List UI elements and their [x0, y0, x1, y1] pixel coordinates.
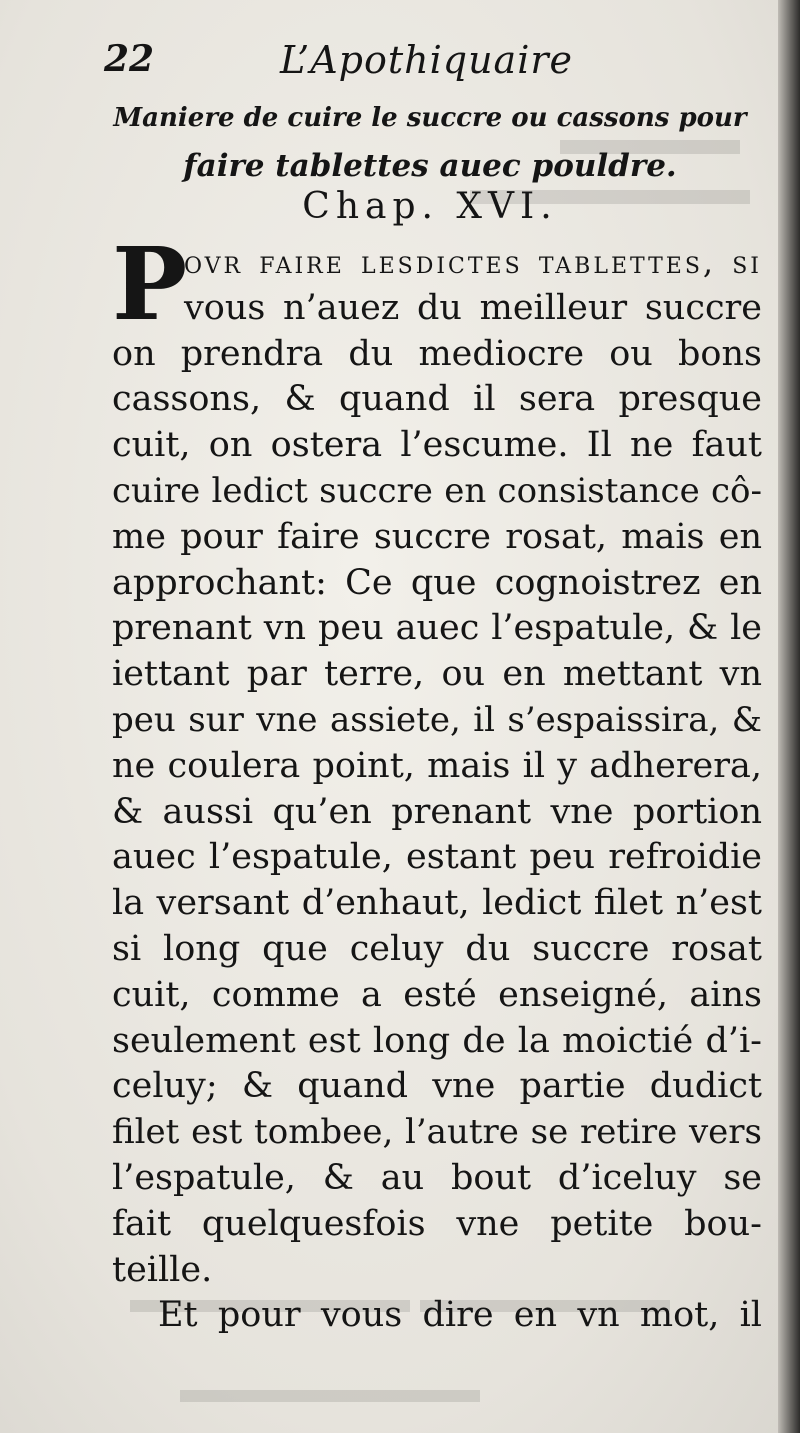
chapter-title-line: faire tablettes auec pouldre.	[183, 148, 677, 184]
text-line: Et pour vous dire en vn mot, il	[158, 1295, 762, 1336]
running-title: L’Apothiquaire	[280, 38, 574, 82]
text-line: cuit, comme a esté enseigné, ains	[112, 974, 762, 1015]
text-line: on prendra du mediocre ou bons	[112, 333, 762, 374]
body-text	[112, 225, 762, 1339]
text-line: teille.	[112, 1249, 213, 1290]
text-line: prenant vn peu auec l’espatule, & le	[112, 608, 762, 649]
text-line: fait quelquesfois vne petite bou-	[112, 1203, 762, 1244]
page-number: 22	[104, 38, 155, 80]
chapter-number: Chap. XVI.	[302, 186, 558, 227]
text-line: si long que celuy du succre rosat	[112, 928, 762, 969]
text-line: ne coulera point, mais il y adherera,	[112, 745, 762, 786]
chapter-title-line: Maniere de cuire le succre ou cassons pour	[113, 103, 747, 133]
text-line: cuit, on ostera l’escume. Il ne faut	[112, 425, 762, 466]
text-line: peu sur vne assiete, il s’espaissira, &	[112, 699, 762, 740]
page-edge-shadow	[778, 0, 800, 1433]
text-line: la versant d’enhaut, ledict filet n’est	[112, 883, 762, 924]
text-line: seulement est long de la moictié d’i-	[112, 1020, 762, 1061]
drop-cap: P	[112, 225, 188, 343]
chapter-title	[110, 94, 750, 190]
text-line: & aussi qu’en prenant vne portion	[112, 791, 762, 832]
text-line: ovr faire lesdictes tablettes, si	[184, 243, 762, 281]
text-line: cuire ledict succre en consistance cô-	[112, 470, 762, 511]
text-line: vous n’auez du meilleur succre	[184, 287, 762, 328]
text-line: l’espatule, & au bout d’iceluy se	[112, 1157, 762, 1198]
text-line: approchant: Ce que cognoistrez en	[112, 562, 762, 603]
running-head	[104, 38, 744, 88]
text-line: celuy; & quand vne partie dudict	[112, 1066, 762, 1107]
text-line: iettant par terre, ou en mettant vn	[112, 654, 762, 695]
text-line: me pour faire succre rosat, mais en	[112, 516, 762, 557]
text-line: filet est tombee, l’autre se retire vers	[112, 1112, 762, 1153]
text-line: cassons, & quand il sera presque	[112, 379, 762, 420]
text-line: auec l’espatule, estant peu refroidie	[112, 837, 762, 878]
